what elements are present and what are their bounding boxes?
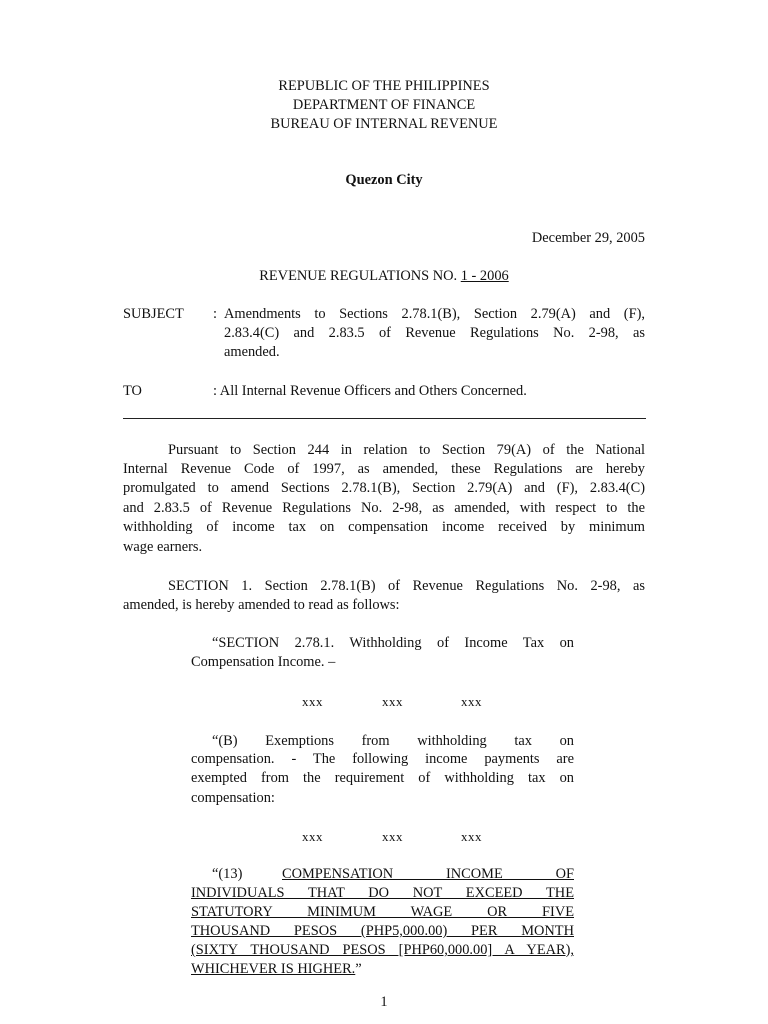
section1-line-2: amended, is hereby amended to read as follows: [123, 597, 400, 613]
page-number: 1 [380, 994, 388, 1010]
intro-line-2: Internal Revenue Code of 1997, as amended, these Regulations are hereby [123, 461, 645, 477]
quote-b-line-4: compensation: [191, 790, 275, 806]
item13-line-4: THOUSAND PESOS (PHP5,000.00) PER MONTH [191, 923, 574, 939]
quote-heading-line-1: “SECTION 2.78.1. Withholding of Income Tax on [212, 635, 574, 651]
ellipsis-marker: xxx [302, 694, 323, 709]
quote-b-line-2: compensation. - The following income payments are [191, 751, 574, 767]
horizontal-rule [123, 418, 646, 419]
item13-line-6 [191, 961, 362, 978]
subject-line-3: amended. [224, 344, 280, 360]
item13-close: ” [355, 961, 362, 977]
ellipsis-marker: xxx [382, 694, 403, 709]
header-republic: REPUBLIC OF THE PHILIPPINES [278, 78, 490, 94]
section1-line-1: SECTION 1. Section 2.78.1(B) of Revenue Regulations No. 2-98, as [168, 578, 645, 594]
item13-line-1: COMPENSATION INCOME OF [282, 866, 574, 882]
intro-line-4: and 2.83.5 of Revenue Regulations No. 2-98, as amended, with respect to the [123, 500, 645, 516]
intro-line-6: wage earners. [123, 539, 203, 555]
quote-heading-line-2: Compensation Income. – [191, 654, 336, 670]
ellipsis-marker: xxx [461, 829, 482, 844]
header-department: DEPARTMENT OF FINANCE [292, 97, 476, 113]
item13-last: WHICHEVER IS HIGHER. [191, 961, 356, 977]
subject-line-2: 2.83.4(C) and 2.83.5 of Revenue Regulations No. 2-98, as [224, 325, 645, 341]
subject-label: SUBJECT [123, 306, 184, 322]
item13-line-3: STATUTORY MINIMUM WAGE OR FIVE [191, 904, 574, 920]
regulation-title [123, 268, 645, 285]
intro-line-1: Pursuant to Section 244 in relation to Section 79(A) of the National [168, 442, 645, 458]
document-date: December 29, 2005 [531, 230, 645, 246]
item13-open: “(13) [212, 866, 243, 882]
subject-colon: : [213, 306, 217, 322]
item13-line-2: INDIVIDUALS THAT DO NOT EXCEED THE [191, 885, 574, 901]
subject-line-1: Amendments to Sections 2.78.1(B), Section 2.79(A) and (F), [224, 306, 645, 322]
item13-line-5: (SIXTY THOUSAND PESOS [PHP60,000.00] A YEAR), [191, 942, 574, 958]
ellipsis-marker: xxx [302, 829, 323, 844]
regulation-number: 1 - 2006 [460, 268, 509, 284]
regulation-prefix: REVENUE REGULATIONS NO. [259, 268, 461, 284]
to-text: : All Internal Revenue Officers and Others Concerned. [213, 383, 527, 399]
quote-b-line-1: “(B) Exemptions from withholding tax on [212, 733, 574, 749]
ellipsis-marker: xxx [461, 694, 482, 709]
quote-b-line-3: exempted from the requirement of withholding tax on [191, 770, 574, 786]
intro-line-5: withholding of income tax on compensation income received by minimum [123, 519, 645, 535]
ellipsis-marker: xxx [382, 829, 403, 844]
intro-line-3: promulgated to amend Sections 2.78.1(B), Section 2.79(A) and (F), 2.83.4(C) [123, 480, 645, 496]
header-city: Quezon City [345, 172, 423, 188]
header-bureau: BUREAU OF INTERNAL REVENUE [270, 116, 498, 132]
to-label: TO [123, 383, 142, 399]
